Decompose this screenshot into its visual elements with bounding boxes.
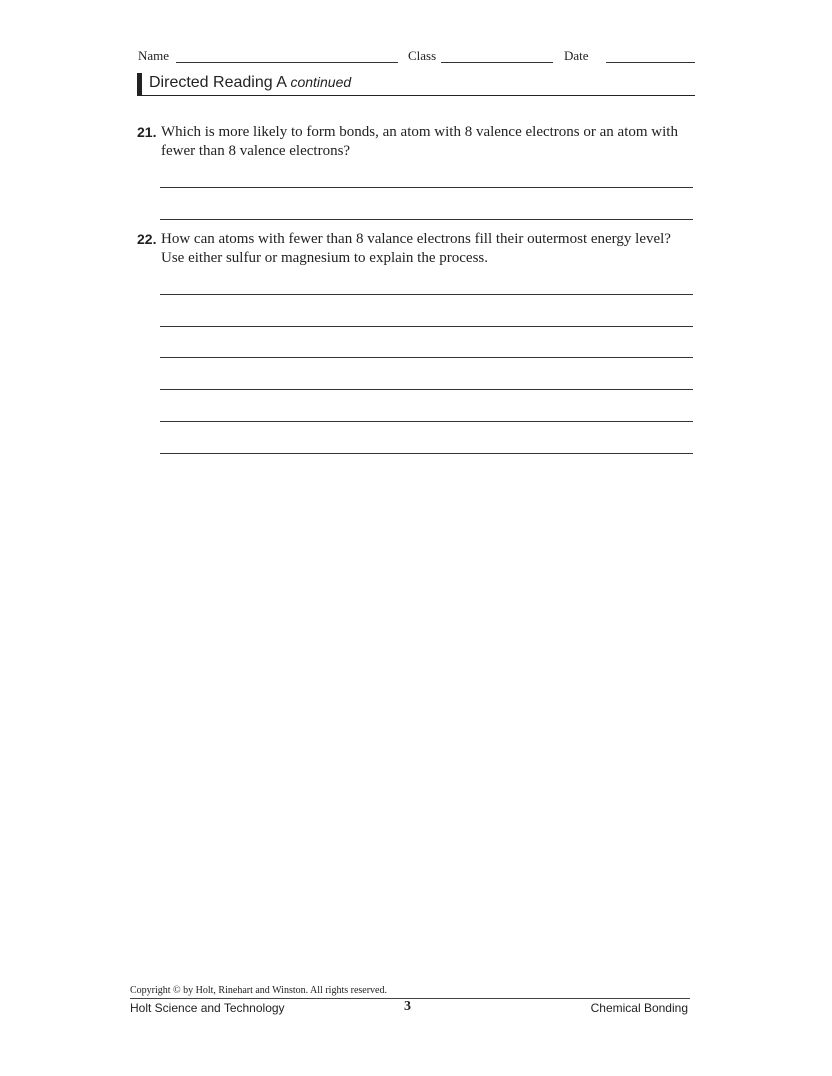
name-label: Name — [138, 48, 170, 63]
copyright-notice: Copyright © by Holt, Rinehart and Winston. All rights reserved. — [130, 985, 387, 996]
page-number: 3 — [404, 999, 411, 1014]
question-22 — [137, 230, 697, 270]
answer-line-22-4[interactable] — [160, 389, 693, 390]
question-text: How can atoms with fewer than 8 valance electrons fill their outermost energy level? Use either sulfur or magnesium to explain the process. — [161, 231, 671, 266]
section-continued-text: continued — [290, 74, 352, 90]
answer-line-22-6[interactable] — [160, 453, 693, 454]
class-blank[interactable] — [441, 62, 553, 63]
answer-line-21-2[interactable] — [160, 219, 693, 220]
section-rule — [137, 95, 695, 96]
question-number: 22. — [137, 231, 157, 247]
question-number: 21. — [137, 124, 157, 140]
chapter-title: Chemical Bonding — [590, 1001, 688, 1015]
section-title-text: Directed Reading A — [149, 74, 286, 91]
publication-title: Holt Science and Technology — [130, 1001, 285, 1015]
date-blank[interactable] — [606, 62, 695, 63]
answer-line-22-3[interactable] — [160, 357, 693, 358]
section-title — [149, 74, 351, 92]
class-label: Class — [408, 48, 437, 63]
question-21 — [137, 123, 697, 163]
name-blank[interactable] — [176, 62, 398, 63]
answer-line-21-1[interactable] — [160, 187, 693, 188]
answer-line-22-1[interactable] — [160, 294, 693, 295]
section-marker-bar — [137, 73, 142, 95]
question-text: Which is more likely to form bonds, an atom with 8 valence electrons or an atom with fewer than 8 valence electrons? — [161, 124, 678, 159]
date-label: Date — [564, 48, 589, 63]
answer-line-22-5[interactable] — [160, 421, 693, 422]
answer-line-22-2[interactable] — [160, 326, 693, 327]
student-info-header — [138, 48, 696, 66]
